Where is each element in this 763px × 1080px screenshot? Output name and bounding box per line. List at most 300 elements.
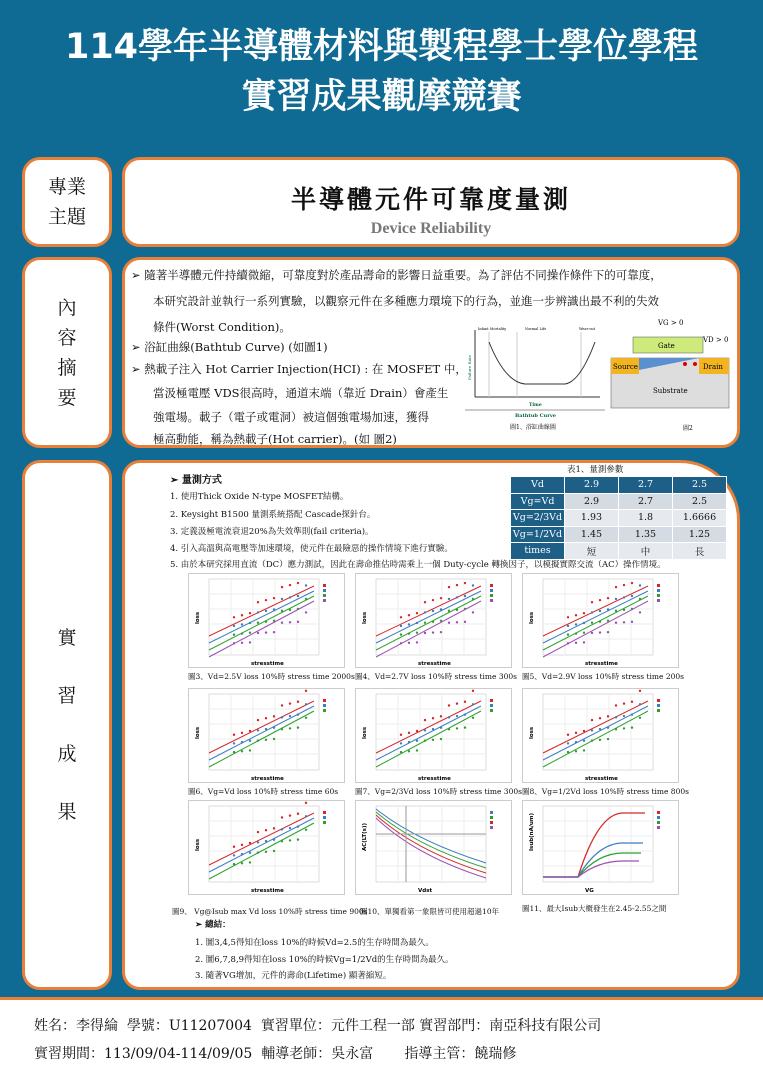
data-point (408, 642, 410, 644)
legend-swatch (323, 594, 326, 597)
data-point (623, 584, 625, 586)
data-point (464, 621, 466, 623)
data-point (241, 862, 243, 864)
data-point (281, 622, 283, 624)
table-cell: 2.5 (673, 493, 727, 510)
plot-figure-4 (355, 573, 512, 668)
table-cell: Vg=Vd (511, 493, 565, 510)
data-point (249, 641, 251, 643)
data-point (273, 608, 275, 610)
topic-label-1: 專業 (47, 176, 86, 198)
data-point (305, 584, 307, 586)
data-point (575, 614, 577, 616)
summary-text: 當汲極電壓 VDS很高時，通道末端（靠近 Drain）會產生 (153, 386, 449, 400)
data-point (440, 738, 442, 740)
data-point (289, 727, 291, 729)
table-cell: 1.45 (565, 526, 619, 543)
y-axis-label: Isub(nA/um) (529, 812, 535, 851)
y-axis-label: loss (195, 838, 201, 851)
legend-swatch (490, 704, 493, 707)
legend-swatch (490, 821, 493, 824)
data-point (257, 841, 259, 843)
data-point (472, 598, 474, 600)
data-point (257, 729, 259, 731)
legend-swatch (323, 699, 326, 702)
summary-text: 本研究設計並執行一系列實驗，以觀察元件在多種應力環境下的行為，並進一步辨識出最不利的失效 (153, 294, 659, 308)
plot-area (209, 579, 319, 655)
data-point (249, 622, 251, 624)
topic-title: 半導體元件可靠度量測 (290, 185, 571, 214)
x-axis-label: Vdst (418, 888, 433, 894)
data-point (257, 851, 259, 853)
data-point (273, 715, 275, 717)
method-item: 2. Keysight B1500 量測系統搭配 Cascade探針台。 (170, 510, 376, 520)
data-point (424, 729, 426, 731)
data-point (273, 597, 275, 599)
data-point (273, 727, 275, 729)
phase-label: Infant Mortality (478, 327, 507, 331)
table-cell: 1.93 (565, 510, 619, 527)
data-point (305, 815, 307, 817)
data-point (583, 740, 585, 742)
data-point (424, 611, 426, 613)
legend-swatch (490, 594, 493, 597)
data-point (233, 633, 235, 635)
legend-swatch (657, 816, 660, 819)
topic-label (22, 157, 112, 247)
data-point (591, 632, 593, 634)
footer-student-info: 姓名：李得綸 學號：U11207004 實習單位：元件工程一部 實習部門：南亞科技有限公司 (34, 1018, 602, 1034)
legend-swatch (490, 709, 493, 712)
y-axis-label: AC(LT(s)) (362, 823, 368, 851)
legend-swatch (657, 826, 660, 829)
legend-swatch (490, 826, 493, 829)
data-point (448, 704, 450, 706)
data-point (257, 601, 259, 603)
topic-label-2: 主題 (47, 206, 86, 228)
data-point (639, 584, 641, 586)
data-point (607, 738, 609, 740)
data-point (583, 612, 585, 614)
data-point (400, 734, 402, 736)
data-point (472, 703, 474, 705)
plot-figure-7 (355, 688, 512, 783)
x-axis-label: stresstime (251, 888, 284, 894)
bathtub-xlabel: Time (529, 403, 542, 408)
data-point (257, 632, 259, 634)
data-point (416, 622, 418, 624)
legend-swatch (490, 589, 493, 592)
summary-text: ➢ 熱載子注入 Hot Carrier Injection(HCI) : 在 MOSFET 中， (131, 362, 467, 376)
data-point (416, 749, 418, 751)
drain-label: Drain (703, 363, 723, 371)
data-point (241, 853, 243, 855)
data-point (472, 611, 474, 613)
data-point (257, 719, 259, 721)
data-point (575, 750, 577, 752)
data-point (400, 642, 402, 644)
data-point (305, 802, 307, 804)
hci-mosfet-figure (603, 315, 738, 435)
legend-swatch (323, 709, 326, 712)
figure-caption: 圖11、最大Isub大概發生在2.45-2.55之間 (522, 904, 667, 913)
data-point (281, 840, 283, 842)
data-point (615, 622, 617, 624)
data-point (297, 582, 299, 584)
data-point (305, 690, 307, 692)
y-axis-label: loss (195, 611, 201, 624)
fig1-caption: 圖1、浴缸曲線圖 (510, 424, 556, 431)
data-point (281, 728, 283, 730)
data-point (424, 622, 426, 624)
data-point (631, 701, 633, 703)
method-item: 1. 使用Thick Oxide N-type MOSFET結構。 (170, 492, 349, 502)
data-point (607, 715, 609, 717)
table-cell: Vg=1/2Vd (511, 526, 565, 543)
data-point (615, 598, 617, 600)
data-point (599, 631, 601, 633)
data-point (432, 610, 434, 612)
data-point (472, 690, 474, 692)
topic-subtitle: Device Reliability (370, 220, 492, 237)
data-point (249, 842, 251, 844)
data-point (249, 749, 251, 751)
data-point (233, 854, 235, 856)
data-point (408, 614, 410, 616)
table-cell: times (511, 543, 565, 560)
data-point (456, 596, 458, 598)
data-point (607, 597, 609, 599)
data-point (297, 813, 299, 815)
data-point (416, 631, 418, 633)
summary-label-char: 摘 (57, 356, 77, 379)
data-point (583, 641, 585, 643)
data-point (281, 586, 283, 588)
data-point (575, 642, 577, 644)
poster-title-line2: 實習成果觀摩競賽 (241, 77, 522, 117)
data-point (400, 633, 402, 635)
legend-swatch (657, 709, 660, 712)
y-axis-label: loss (529, 611, 535, 624)
figure-caption: 圖6、Vg=Vd loss 10%時 stress time 60s (188, 787, 339, 796)
data-point (424, 601, 426, 603)
data-point (289, 621, 291, 623)
data-point (265, 840, 267, 842)
data-point (297, 825, 299, 827)
summary-label-char: 要 (57, 386, 77, 409)
data-point (297, 838, 299, 840)
table-cell: 2.7 (619, 477, 673, 494)
data-point (416, 612, 418, 614)
table-cell: 2.7 (619, 493, 673, 510)
data-point (265, 621, 267, 623)
data-point (448, 586, 450, 588)
legend-swatch (657, 704, 660, 707)
data-point (464, 595, 466, 597)
data-point (289, 814, 291, 816)
data-point (241, 844, 243, 846)
data-point (297, 701, 299, 703)
data-point (424, 719, 426, 721)
table-cell: 2.5 (673, 477, 727, 494)
data-point (591, 729, 593, 731)
data-point (448, 716, 450, 718)
summary-text: 強電場。載子（電子或電洞）被這個強電場加速，獲得 (153, 410, 429, 424)
legend-swatch (657, 821, 660, 824)
method-item: 5. 由於本研究採用直流（DC）應力測試，因此在壽命推估時需乘上一個 Duty-cycle 轉換因子，以模擬實際交流（AC）操作情境。 (170, 560, 666, 570)
data-point (297, 713, 299, 715)
legend-swatch (657, 584, 660, 587)
data-point (591, 611, 593, 613)
data-point (424, 739, 426, 741)
data-point (599, 621, 601, 623)
data-point (583, 622, 585, 624)
data-point (265, 739, 267, 741)
data-point (432, 621, 434, 623)
data-point (408, 632, 410, 634)
legend-swatch (323, 589, 326, 592)
data-point (567, 633, 569, 635)
results-label (22, 460, 112, 990)
data-point (297, 726, 299, 728)
data-point (241, 614, 243, 616)
data-point (257, 611, 259, 613)
figure-caption: 圖5、Vd=2.9V loss 10%時 stress time 200s (522, 672, 685, 681)
data-point (241, 632, 243, 634)
summary-text: ➢ 浴缸曲線(Bathtub Curve) (如圖1) (131, 340, 328, 354)
legend-swatch (657, 594, 660, 597)
x-axis-label: stresstime (585, 776, 618, 782)
data-point (257, 831, 259, 833)
data-point (639, 690, 641, 692)
data-point (273, 827, 275, 829)
data-point (400, 751, 402, 753)
vg-label: VG > 0 (658, 319, 684, 327)
data-point (408, 741, 410, 743)
data-point (456, 727, 458, 729)
data-point (623, 621, 625, 623)
data-point (233, 863, 235, 865)
data-point (233, 625, 235, 627)
data-point (631, 582, 633, 584)
data-point (607, 631, 609, 633)
data-point (241, 750, 243, 752)
data-point (615, 728, 617, 730)
plot-area (543, 806, 653, 882)
data-point (639, 598, 641, 600)
substrate-label: Substrate (653, 387, 688, 395)
plot-figure-3 (188, 573, 345, 668)
plot-figure-8 (522, 688, 679, 783)
data-point (440, 727, 442, 729)
data-point (265, 851, 267, 853)
data-point (289, 715, 291, 717)
data-point (615, 610, 617, 612)
data-point (416, 641, 418, 643)
phase-label: Normal Life (525, 327, 547, 331)
method-item: 3. 定義汲極電流衰退20%為失效準則(fail criteria)。 (170, 527, 374, 537)
data-point (408, 623, 410, 625)
source-label: Source (613, 363, 638, 371)
data-point (448, 622, 450, 624)
data-point (448, 610, 450, 612)
data-point (249, 861, 251, 863)
data-point (241, 642, 243, 644)
plot-figure-11 (522, 800, 679, 895)
fig2-caption: 圖2 (683, 425, 693, 432)
results-label-char: 實 (57, 627, 77, 649)
data-point (432, 739, 434, 741)
data-point (273, 839, 275, 841)
bathtub-curve-figure (465, 322, 605, 432)
data-point (599, 728, 601, 730)
data-point (289, 702, 291, 704)
table-cell: 1.8 (619, 510, 673, 527)
table-cell: 短 (565, 543, 619, 560)
data-point (297, 595, 299, 597)
legend-swatch (490, 699, 493, 702)
data-point (623, 596, 625, 598)
data-point (281, 816, 283, 818)
data-point (432, 631, 434, 633)
data-point (273, 738, 275, 740)
summary-label (22, 257, 112, 448)
summary-text: 條件(Worst Condition)。 (153, 320, 291, 334)
data-point (599, 717, 601, 719)
data-point (432, 728, 434, 730)
data-point (464, 713, 466, 715)
table-cell: Vd (511, 477, 565, 494)
data-point (456, 584, 458, 586)
table-cell: 1.25 (673, 526, 727, 543)
data-point (440, 715, 442, 717)
phase-label: Wear-out (579, 327, 596, 331)
table-row (511, 510, 727, 527)
data-point (440, 608, 442, 610)
data-point (607, 727, 609, 729)
data-point (599, 599, 601, 601)
table-cell: 1.35 (619, 526, 673, 543)
data-point (281, 610, 283, 612)
figure-caption: 圖9、 Vg@Isub max Vd loss 10%時 stress time 900s (172, 907, 368, 916)
x-axis-label: stresstime (418, 776, 451, 782)
plot-area (543, 579, 653, 655)
data-point (639, 717, 641, 719)
data-point (432, 717, 434, 719)
y-axis-label: loss (362, 611, 368, 624)
summary-panel (122, 257, 740, 448)
conclusion-title: ➢ 總結： (195, 920, 231, 930)
table-row (511, 526, 727, 543)
data-point (281, 828, 283, 830)
data-point (631, 621, 633, 623)
data-point (249, 730, 251, 732)
table-row (511, 477, 727, 494)
plot-area (376, 806, 486, 882)
data-point (265, 631, 267, 633)
data-point (639, 703, 641, 705)
data-point (623, 715, 625, 717)
data-point (599, 610, 601, 612)
data-point (257, 622, 259, 624)
data-point (631, 726, 633, 728)
data-point (567, 734, 569, 736)
legend-swatch (323, 816, 326, 819)
data-point (400, 616, 402, 618)
conclusion-item: 1. 圖3,4,5得知在loss 10%的時候Vd=2.5的生存時間為最久。 (195, 938, 434, 948)
data-point (297, 621, 299, 623)
data-point (233, 751, 235, 753)
legend-swatch (490, 811, 493, 814)
data-point (599, 739, 601, 741)
plot-area (376, 579, 486, 655)
data-point (575, 632, 577, 634)
data-point (623, 702, 625, 704)
data-point (583, 730, 585, 732)
data-point (639, 611, 641, 613)
data-point (257, 739, 259, 741)
legend-swatch (657, 589, 660, 592)
summary-label-char: 容 (57, 326, 77, 349)
data-point (416, 730, 418, 732)
legend-swatch (323, 704, 326, 707)
legend-swatch (657, 599, 660, 602)
data-point (265, 610, 267, 612)
data-point (472, 717, 474, 719)
table-row (511, 493, 727, 510)
figure-caption: 圖7、Vg=2/3Vd loss 10%時 stress time 300s (355, 787, 522, 796)
x-axis-label: stresstime (585, 661, 618, 667)
plot-figure-9 (188, 800, 345, 895)
data-point (440, 597, 442, 599)
data-point (432, 599, 434, 601)
bathtub-title: Bathtub Curve (515, 413, 556, 419)
poster-title-line1: 114學年半導體材料與製程學士學位學程 (64, 27, 699, 67)
data-point (623, 609, 625, 611)
legend-swatch (657, 699, 660, 702)
data-point (265, 599, 267, 601)
data-point (456, 702, 458, 704)
data-point (265, 717, 267, 719)
table-cell: 中 (619, 543, 673, 560)
gate-label: Gate (658, 342, 675, 350)
data-point (456, 621, 458, 623)
data-point (575, 732, 577, 734)
data-point (440, 631, 442, 633)
data-point (273, 631, 275, 633)
conclusion-item: 3. 隨著VG增加，元件的壽命(Lifetime) 顯著縮短。 (195, 971, 392, 981)
data-point (241, 623, 243, 625)
x-axis-label: stresstime (251, 776, 284, 782)
data-point (305, 611, 307, 613)
data-point (408, 732, 410, 734)
summary-text: 極高動能，稱為熱載子(Hot carrier)。(如 圖2) (153, 432, 397, 446)
data-point (241, 732, 243, 734)
data-point (281, 598, 283, 600)
data-point (281, 716, 283, 718)
figure-caption: 圖4、Vd=2.7V loss 10%時 stress time 300s (355, 672, 518, 681)
data-point (305, 829, 307, 831)
data-point (567, 616, 569, 618)
results-label-char: 成 (57, 743, 77, 765)
data-point (464, 701, 466, 703)
legend-swatch (490, 584, 493, 587)
data-point (400, 742, 402, 744)
x-axis-label: stresstime (418, 661, 451, 667)
data-point (456, 715, 458, 717)
data-point (615, 704, 617, 706)
data-point (289, 839, 291, 841)
